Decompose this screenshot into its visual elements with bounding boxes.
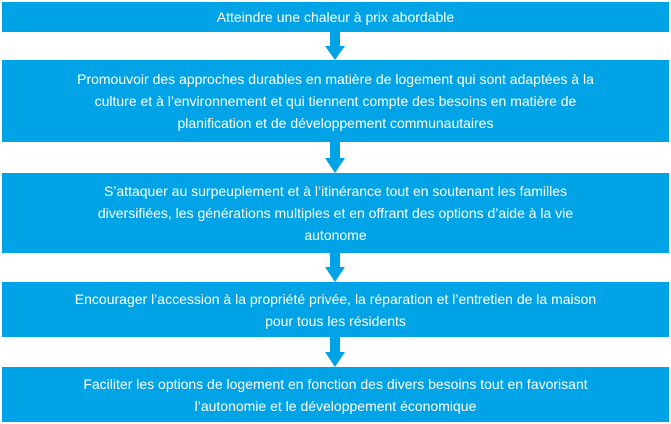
down-arrow-icon: [325, 32, 345, 60]
flow-step-2-line-2: culture et à l’environnement et qui tiennent compte des besoins en matière de: [94, 93, 577, 109]
down-arrow-icon: [325, 142, 345, 173]
flow-step-5-line-1: Faciliter les options de logement en fonction des divers besoins tout en favorisant: [83, 375, 588, 392]
flow-step-2: [2, 60, 669, 142]
flow-step-4-line-2: pour tous les résidents: [265, 312, 406, 329]
flow-step-5-line-2: l’autonomie et le développement économique: [194, 397, 477, 414]
flow-step-1: [2, 2, 669, 32]
flow-step-3-line-3: autonome: [304, 227, 367, 243]
flow-step-2-line-1: Promouvoir des approches durables en matière de logement qui sont adaptées à la: [77, 71, 594, 87]
flow-step-5: [2, 367, 669, 422]
flow-step-3-line-2: diversifiées, les générations multiples et en offrant des options d’aide à la vie: [97, 205, 574, 221]
flow-step-1-line-1: Atteindre une chaleur à prix abordable: [216, 9, 455, 25]
flow-step-4-line-1: Encourager l’accession à la propriété privée, la réparation et l’entretien de la maison: [74, 290, 597, 307]
flow-step-2-line-3: planification et de développement communautaires: [177, 115, 494, 131]
flow-step-4: [2, 282, 669, 337]
flow-step-3: [2, 173, 669, 253]
down-arrow-icon: [325, 337, 345, 367]
flow-step-3-line-1: S’attaquer au surpeuplement et à l’itinérance tout en soutenant les familles: [103, 183, 568, 199]
down-arrow-icon: [325, 253, 345, 282]
